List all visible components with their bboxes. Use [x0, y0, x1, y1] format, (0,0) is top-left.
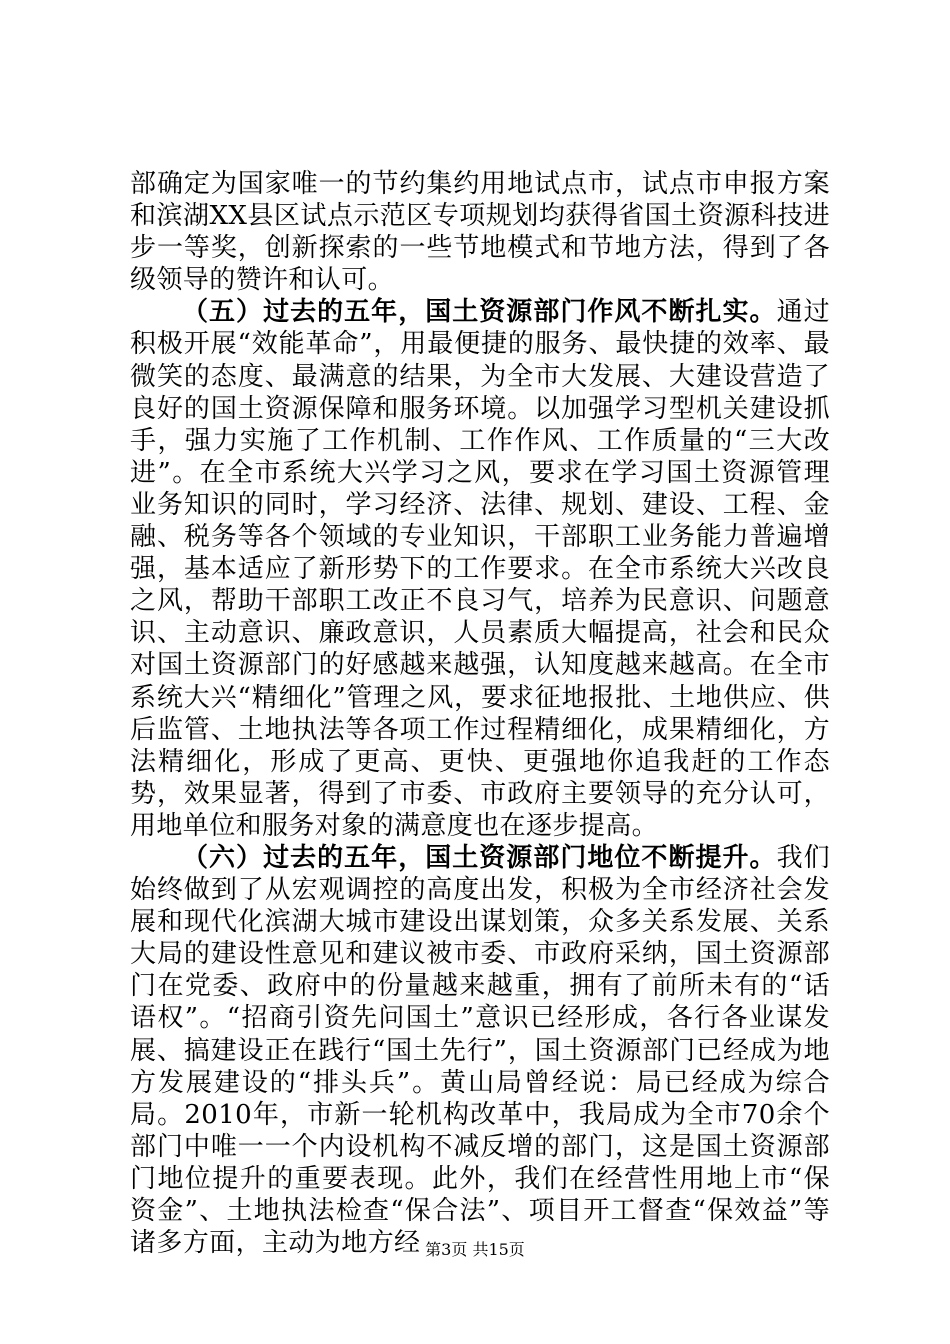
section-heading: （六）过去的五年，国土资源部门地位不断提升。 — [182, 842, 777, 873]
paragraph-section-five — [130, 296, 830, 842]
document-body — [130, 168, 830, 1259]
paragraph-section-six — [130, 842, 830, 1259]
page-number-footer: 第3页 共15页 — [425, 1240, 525, 1259]
section-heading: （五）过去的五年，国土资源部门作风不断扎实。 — [182, 297, 777, 328]
paragraph-continuation — [130, 168, 830, 296]
paragraph-text: 部确定为国家唯一的节约集约用地试点市，试点市申报方案和滨湖XX县区试点示范区专项规划均获得省国土资源科技进步一等奖，创新探索的一些节地模式和节地方法，得到了各级领导的赞许和认可。 — [130, 169, 830, 296]
paragraph-text: 我们始终做到了从宏观调控的高度出发，积极为全市经济社会发展和现代化滨湖大城市建设出谋划策，众多关系发展、关系大局的建设性意见和建议被市委、市政府采纳，国土资源部门在党委、政府中的份量越来越重，拥有了前所未有的“话语权”。“招商引资先问国土”意识已经形成，各行各业谋发展、搞建设正在践行“国土先行”，国土资源部门已经成为地方发展建设的“排头兵”。黄山局曾经说：局已经成为综合局。2010年，市新一轮机构改革中，我局成为全市70余个部门中唯一一个内设机构不减反增的部门，这是国土资源部门地位提升的重要表现。此外，我们在经营性用地上市“保资金”、土地执法检查“保合法”、项目开工督查“保效益”等诸多方面，主动为地方经 — [130, 842, 830, 1259]
paragraph-text: 通过积极开展“效能革命”，用最便捷的服务、最快捷的效率、最微笑的态度、最满意的结果，为全市大发展、大建设营造了良好的国土资源保障和服务环境。以加强学习型机关建设抓手，强力实施了工作机制、工作作风、工作质量的“三大改进”。在全市系统大兴学习之风，要求在学习国土资源管理业务知识的同时，学习经济、法律、规划、建设、工程、金融、税务等各个领域的专业知识，干部职工业务能力普遍增强，基本适应了新形势下的工作要求。在全市系统大兴改良之风，帮助干部职工改正不良习气，培养为民意识、问题意识、主动意识、廉政意识，人员素质大幅提高，社会和民众对国土资源部门的好感越来越强，认知度越来越高。在全市系统大兴“精细化”管理之风，要求征地报批、土地供应、供后监管、土地执法等各项工作过程精细化，成果精细化，方法精细化，形成了更高、更快、更强地你追我赶的工作态势，效果显著，得到了市委、市政府主要领导的充分认可，用地单位和服务对象的满意度也在逐步提高。 — [130, 297, 830, 841]
